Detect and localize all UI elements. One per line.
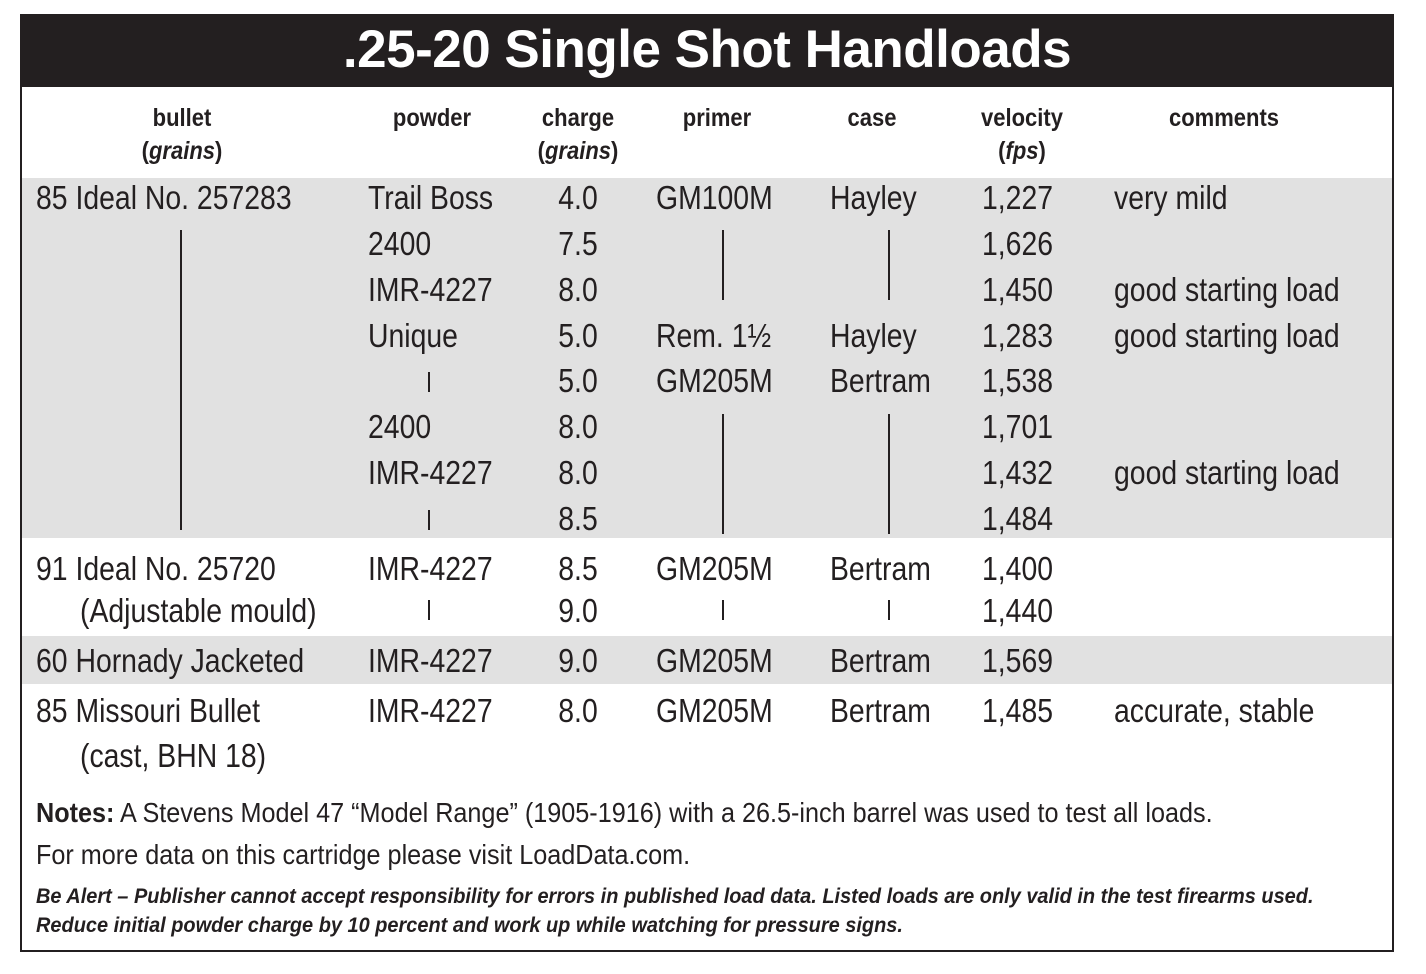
velocity-cell: 1,440 [982,592,1054,629]
header-charge-unit: grains [544,137,612,165]
alert-line-1: Be Alert – Publisher cannot accept responsibility for errors in published load data. Listed loads are only valid in the test firearms used. [36,885,1314,908]
velocity-cell: 1,432 [982,454,1054,491]
charge-cell: 9.0 [558,592,598,629]
case-cell: Hayley [830,317,917,354]
charge-cell: 8.0 [558,408,598,445]
velocity-cell: 1,569 [982,642,1054,679]
ditto-line [722,230,724,300]
load-data-table [20,14,1394,952]
velocity-cell: 1,538 [982,362,1054,399]
powder-cell: IMR-4227 [368,454,493,491]
notes-label: Notes: [36,797,115,828]
primer-cell: GM205M [656,550,773,587]
header-velocity: velocity (fps) [981,104,1063,165]
case-cell: Bertram [830,550,931,587]
comments-cell: good starting load [1114,271,1340,308]
powder-cell: IMR-4227 [368,550,493,587]
primer-cell: GM205M [656,642,773,679]
bullet-cell: 91 Ideal No. 25720 [36,550,276,587]
ditto-line [180,230,182,530]
powder-cell: 2400 [368,225,432,262]
bullet-cell: 85 Missouri Bullet [36,692,260,729]
charge-cell: 8.5 [558,500,598,537]
ditto-line [888,414,890,534]
velocity-cell: 1,701 [982,408,1054,445]
charge-cell: 4.0 [558,179,598,216]
ditto-line [428,372,430,392]
bullet-cell: 60 Hornady Jacketed [36,642,305,679]
bullet-cell: 85 Ideal No. 257283 [36,179,292,216]
charge-cell: 5.0 [558,317,598,354]
comments-cell: good starting load [1114,454,1340,491]
comments-cell: good starting load [1114,317,1340,354]
title-bar [22,16,1392,87]
powder-cell: Unique [368,317,458,354]
primer-cell: GM100M [656,179,773,216]
charge-cell: 8.5 [558,550,598,587]
ditto-line [722,414,724,534]
velocity-cell: 1,227 [982,179,1054,216]
header-powder: powder [392,104,472,132]
primer-cell: GM205M [656,362,773,399]
comments-cell: very mild [1114,179,1228,216]
header-charge: charge (grains) [537,104,619,165]
header-comments: comments [1168,104,1280,132]
powder-cell: 2400 [368,408,432,445]
charge-cell: 7.5 [558,225,598,262]
powder-cell: IMR-4227 [368,642,493,679]
powder-cell: IMR-4227 [368,271,493,308]
alert-line-2: Reduce initial powder charge by 10 percent and work up while watching for pressure signs. [36,914,903,937]
primer-cell: Rem. 1½ [656,317,772,354]
velocity-cell: 1,626 [982,225,1054,262]
table-title: .25-20 Single Shot Handloads [342,20,1072,79]
powder-cell: IMR-4227 [368,692,493,729]
case-cell: Bertram [830,692,931,729]
velocity-cell: 1,484 [982,500,1054,537]
notes-line-1: A Stevens Model 47 “Model Range” (1905-1916) with a 26.5-inch barrel was used to test all loads. [120,797,1213,828]
charge-cell: 8.0 [558,454,598,491]
header-primer: primer [682,104,752,132]
ditto-line [722,600,724,620]
ditto-line [888,230,890,300]
primer-cell: GM205M [656,692,773,729]
charge-cell: 5.0 [558,362,598,399]
header-case: case [847,104,897,132]
charge-cell: 8.0 [558,692,598,729]
header-bullet: bullet (grains) [141,104,223,165]
ditto-line [888,600,890,620]
velocity-cell: 1,400 [982,550,1054,587]
case-cell: Bertram [830,642,931,679]
velocity-cell: 1,450 [982,271,1054,308]
bullet-cell-subline: (Adjustable mould) [80,592,317,629]
ditto-line [428,600,430,620]
notes-line-2: For more data on this cartridge please visit LoadData.com. [36,839,691,870]
velocity-cell: 1,485 [982,692,1054,729]
velocity-cell: 1,283 [982,317,1054,354]
charge-cell: 8.0 [558,271,598,308]
header-bullet-unit: grains [148,137,216,165]
alert-disclaimer [36,882,1313,940]
comments-cell: accurate, stable [1114,692,1315,729]
header-velocity-unit: fps [1005,137,1039,165]
ditto-line [428,510,430,530]
bullet-cell-subline: (cast, BHN 18) [80,737,267,774]
notes [36,792,1213,876]
case-cell: Bertram [830,362,931,399]
powder-cell: Trail Boss [368,179,494,216]
case-cell: Hayley [830,179,917,216]
charge-cell: 9.0 [558,642,598,679]
